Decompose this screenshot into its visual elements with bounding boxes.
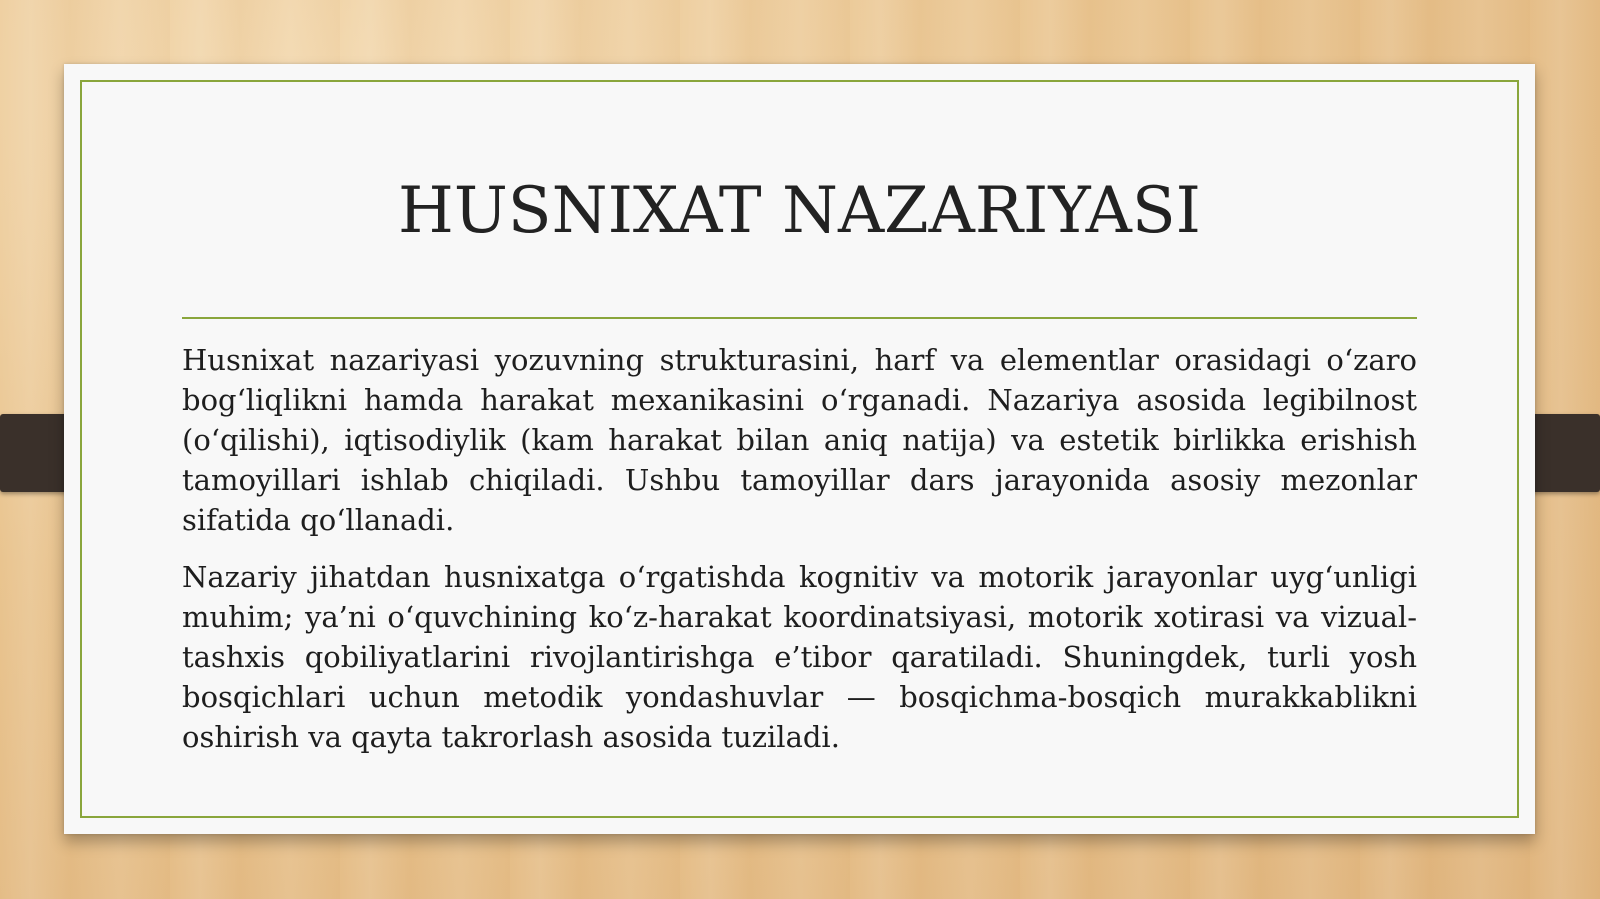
slide-body	[182, 340, 1417, 774]
slide-title: HUSNIXAT NAZARIYASI	[398, 174, 1201, 248]
slide-card	[64, 64, 1535, 834]
body-paragraph-1: Husnixat nazariyasi yozuvning strukturasini, harf va elementlar orasidagi o‘zaro bog‘liqlikni hamda harakat mexanikasini o‘rganadi. Nazariya asosida legibilnost (o‘qilishi), iqtisodiylik (kam harakat bilan aniq natija) va estetik birlikka erishish tamoyillari ishlab chiqiladi. Ushbu tamoyillar dars jarayonida asosiy mezonlar sifatida qo‘llanadi.	[182, 343, 1417, 537]
body-paragraph-2: Nazariy jihatdan husnixatga o‘rgatishda kognitiv va motorik jarayonlar uyg‘unligi muhim; ya’ni o‘quvchining ko‘z-harakat koordinatsiyasi, motorik xotirasi va vizual-tashxis qobiliyatlarini rivojlantirishga e’tibor qaratiladi. Shuningdek, turli yosh bosqichlari uchun metodik yondashuvlar — bosqichma-bosqich murakkablikni oshirish va qayta takrorlash asosida tuziladi.	[182, 560, 1417, 754]
title-divider	[182, 317, 1417, 319]
